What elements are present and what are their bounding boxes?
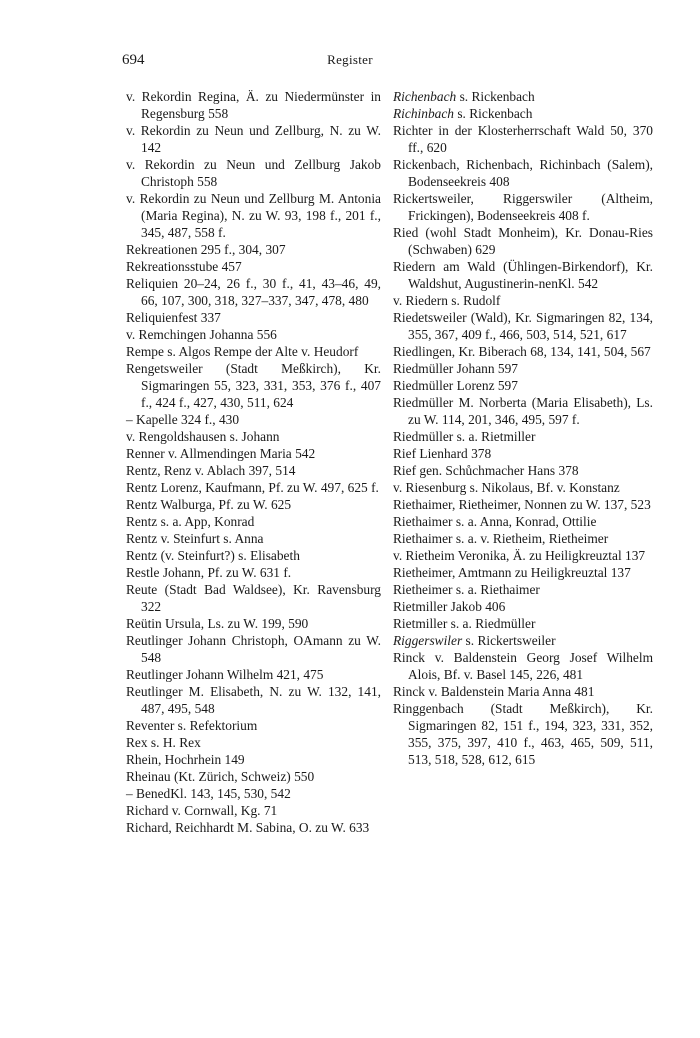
- index-entry-text: Rentz, Renz v. Ablach 397, 514: [126, 463, 296, 478]
- index-entry-text: v. Rekordin zu Neun und Zellburg, N. zu W. 142: [126, 123, 381, 155]
- index-entry-text: Ried (wohl Stadt Monheim), Kr. Donau-Ries (Schwaben) 629: [393, 225, 653, 257]
- index-entry: [126, 343, 381, 360]
- index-entry: [393, 700, 653, 768]
- index-entry-text: Rengetsweiler (Stadt Meßkirch), Kr. Sigmaringen 55, 323, 331, 353, 376 f., 407 f., 424 f., 427, 430, 511, 624: [126, 361, 381, 410]
- index-entry-text: v. Rengoldshausen s. Johann: [126, 429, 280, 444]
- index-entry: [393, 496, 653, 513]
- index-entry: [393, 513, 653, 530]
- index-entry: [393, 462, 653, 479]
- index-entry-text: s. Rickertsweiler: [462, 633, 556, 648]
- right-index-column: [393, 88, 653, 768]
- index-entry-text: Riedetsweiler (Wald), Kr. Sigmaringen 82, 134, 355, 367, 409 f., 466, 503, 514, 521, 617: [393, 310, 653, 342]
- index-entry: [126, 666, 381, 683]
- index-entry: [393, 683, 653, 700]
- index-entry-text: Rex s. H. Rex: [126, 735, 201, 750]
- index-entry-text: v. Remchingen Johanna 556: [126, 327, 277, 342]
- index-entry: [393, 394, 653, 428]
- index-entry-italic-term: Richinbach: [393, 106, 454, 121]
- index-entry-text: Reütin Ursula, Ls. zu W. 199, 590: [126, 616, 309, 631]
- index-entry-text: Richard v. Cornwall, Kg. 71: [126, 803, 278, 818]
- index-entry: [393, 88, 653, 105]
- index-entry: [393, 190, 653, 224]
- index-entry-text: Riedmüller Johann 597: [393, 361, 518, 376]
- index-entry: [126, 530, 381, 547]
- index-entry: [126, 428, 381, 445]
- index-entry: [126, 241, 381, 258]
- index-entry: [126, 513, 381, 530]
- index-entry: [393, 428, 653, 445]
- left-index-column: [126, 88, 381, 836]
- index-entry-text: Restle Johann, Pf. zu W. 631 f.: [126, 565, 292, 580]
- index-entry-text: Ringgenbach (Stadt Meßkirch), Kr. Sigmaringen 82, 151 f., 194, 323, 331, 352, 355, 375, 397, 410 f., 463, 465, 509, 511, 513, 518, 528, 612, 615: [393, 701, 653, 767]
- index-entry: [393, 105, 653, 122]
- index-entry-text: Reventer s. Refektorium: [126, 718, 258, 733]
- index-entry-text: Renner v. Allmendingen Maria 542: [126, 446, 316, 461]
- index-entry: [393, 122, 653, 156]
- index-entry: [393, 309, 653, 343]
- index-entry: [393, 547, 653, 564]
- index-entry-text: v. Rekordin zu Neun und Zellburg Jakob Christoph 558: [126, 157, 381, 189]
- index-entry-text: v. Rietheim Veronika, Ä. zu Heiligkreuztal 137: [393, 548, 646, 563]
- index-entry-text: Rickenbach, Richenbach, Richinbach (Salem), Bodenseekreis 408: [393, 157, 653, 189]
- index-entry-text: Reliquienfest 337: [126, 310, 221, 325]
- index-entry-text: Reutlinger M. Elisabeth, N. zu W. 132, 141, 487, 495, 548: [126, 684, 381, 716]
- index-entry-text: Rentz Lorenz, Kaufmann, Pf. zu W. 497, 625 f.: [126, 480, 379, 495]
- index-entry-text: Rinck v. Baldenstein Georg Josef Wilhelm Alois, Bf. v. Basel 145, 226, 481: [393, 650, 653, 682]
- index-entry: [126, 768, 381, 785]
- index-entry: [393, 530, 653, 547]
- index-entry-text: v. Rekordin Regina, Ä. zu Niedermünster in Regensburg 558: [126, 89, 381, 121]
- index-entry-text: s. Rickenbach: [456, 89, 535, 104]
- index-entry: [393, 598, 653, 615]
- index-entry: [126, 717, 381, 734]
- index-entry: [393, 343, 653, 360]
- index-entry-text: Rentz s. a. App, Konrad: [126, 514, 255, 529]
- index-entry-text: v. Riedern s. Rudolf: [393, 293, 501, 308]
- index-entry-text: Reute (Stadt Bad Waldsee), Kr. Ravensburg 322: [126, 582, 381, 614]
- index-entry: [126, 615, 381, 632]
- index-entry: [126, 275, 381, 309]
- index-entry-text: Rickertsweiler, Riggerswiler (Altheim, Frickingen), Bodenseekreis 408 f.: [393, 191, 653, 223]
- index-entry: [393, 632, 653, 649]
- index-entry-text: Rietheimer s. a. Riethaimer: [393, 582, 540, 597]
- page-number: 694: [122, 52, 145, 68]
- index-entry: [126, 309, 381, 326]
- running-head: Register: [327, 52, 373, 67]
- index-entry-italic-term: Richenbach: [393, 89, 457, 104]
- index-entry: [393, 445, 653, 462]
- index-entry: [126, 479, 381, 496]
- index-entry-text: Rietheimer, Amtmann zu Heiligkreuztal 137: [393, 565, 631, 580]
- index-entry: [393, 360, 653, 377]
- index-entry-text: Riethaimer, Rietheimer, Nonnen zu W. 137, 523: [393, 497, 651, 512]
- index-entry: [126, 581, 381, 615]
- index-entry-text: Rietmiller s. a. Riedmüller: [393, 616, 536, 631]
- index-entry-text: Rempe s. Algos Rempe der Alte v. Heudorf: [126, 344, 359, 359]
- index-entry: [126, 734, 381, 751]
- index-entry-text: Richter in der Klosterherrschaft Wald 50, 370 ff., 620: [393, 123, 653, 155]
- index-entry-italic-term: Riggerswiler: [393, 633, 463, 648]
- index-entry-text: Riedern am Wald (Ühlingen-Birkendorf), Kr. Waldshut, Augustinerin-nenKl. 542: [393, 259, 653, 291]
- index-entry: [126, 547, 381, 564]
- index-entry: [126, 496, 381, 513]
- index-entry-text: Reutlinger Johann Christoph, OAmann zu W. 548: [126, 633, 381, 665]
- index-entry-text: Rentz v. Steinfurt s. Anna: [126, 531, 264, 546]
- index-entry: [393, 292, 653, 309]
- index-entry-text: v. Rekordin zu Neun und Zellburg M. Antonia (Maria Regina), N. zu W. 93, 198 f., 201 f., 345, 487, 558 f.: [126, 191, 381, 240]
- index-entry: [126, 326, 381, 343]
- index-entry: [393, 649, 653, 683]
- index-entry-text: Rinck v. Baldenstein Maria Anna 481: [393, 684, 595, 699]
- index-entry: [393, 479, 653, 496]
- index-entry: [393, 377, 653, 394]
- index-entry-text: v. Riesenburg s. Nikolaus, Bf. v. Konstanz: [393, 480, 620, 495]
- index-entry-text: Reutlinger Johann Wilhelm 421, 475: [126, 667, 324, 682]
- index-entry-text: Rietmiller Jakob 406: [393, 599, 506, 614]
- index-entry-text: Rentz (v. Steinfurt?) s. Elisabeth: [126, 548, 300, 563]
- index-entry-text: Rekreationsstube 457: [126, 259, 242, 274]
- index-entry: [393, 564, 653, 581]
- index-entry: [126, 122, 381, 156]
- index-entry: [126, 156, 381, 190]
- index-entry: [126, 360, 381, 411]
- index-entry-text: Riedmüller Lorenz 597: [393, 378, 518, 393]
- index-entry: [126, 258, 381, 275]
- index-entry-text: Reliquien 20–24, 26 f., 30 f., 41, 43–46, 49, 66, 107, 300, 318, 327–337, 347, 478, 480: [126, 276, 381, 308]
- index-entry-text: Rekreationen 295 f., 304, 307: [126, 242, 286, 257]
- index-entry: [126, 445, 381, 462]
- index-entry: [393, 156, 653, 190]
- index-entry-text: Riedmüller M. Norberta (Maria Elisabeth), Ls. zu W. 114, 201, 346, 495, 597 f.: [393, 395, 653, 427]
- index-entry: [126, 411, 381, 428]
- index-entry-text: s. Rickenbach: [453, 106, 533, 121]
- index-entry: [126, 632, 381, 666]
- index-entry: [126, 564, 381, 581]
- index-entry-text: Riedlingen, Kr. Biberach 68, 134, 141, 504, 567: [393, 344, 651, 359]
- index-entry-text: Rief Lienhard 378: [393, 446, 492, 461]
- index-entry-text: Riethaimer s. a. v. Rietheim, Rietheimer: [393, 531, 609, 546]
- index-entry: [126, 88, 381, 122]
- index-entry-text: Rentz Walburga, Pf. zu W. 625: [126, 497, 292, 512]
- index-entry: [126, 785, 381, 802]
- index-entry-text: Riethaimer s. a. Anna, Konrad, Ottilie: [393, 514, 597, 529]
- index-entry: [126, 190, 381, 241]
- index-entry-text: – Kapelle 324 f., 430: [126, 412, 240, 427]
- index-entry: [126, 683, 381, 717]
- index-entry: [126, 751, 381, 768]
- index-entry: [126, 462, 381, 479]
- index-entry-text: Richard, Reichhardt M. Sabina, O. zu W. 633: [126, 820, 370, 835]
- index-entry-text: Riedmüller s. a. Rietmiller: [393, 429, 536, 444]
- index-entry-text: Rheinau (Kt. Zürich, Schweiz) 550: [126, 769, 315, 784]
- index-entry: [126, 819, 381, 836]
- index-entry: [393, 258, 653, 292]
- index-entry: [393, 615, 653, 632]
- index-entry: [126, 802, 381, 819]
- index-entry-text: – BenedKl. 143, 145, 530, 542: [126, 786, 291, 801]
- index-entry-text: Rief gen. Schůchmacher Hans 378: [393, 463, 579, 478]
- index-entry-text: Rhein, Hochrhein 149: [126, 752, 245, 767]
- index-entry: [393, 581, 653, 598]
- index-entry: [393, 224, 653, 258]
